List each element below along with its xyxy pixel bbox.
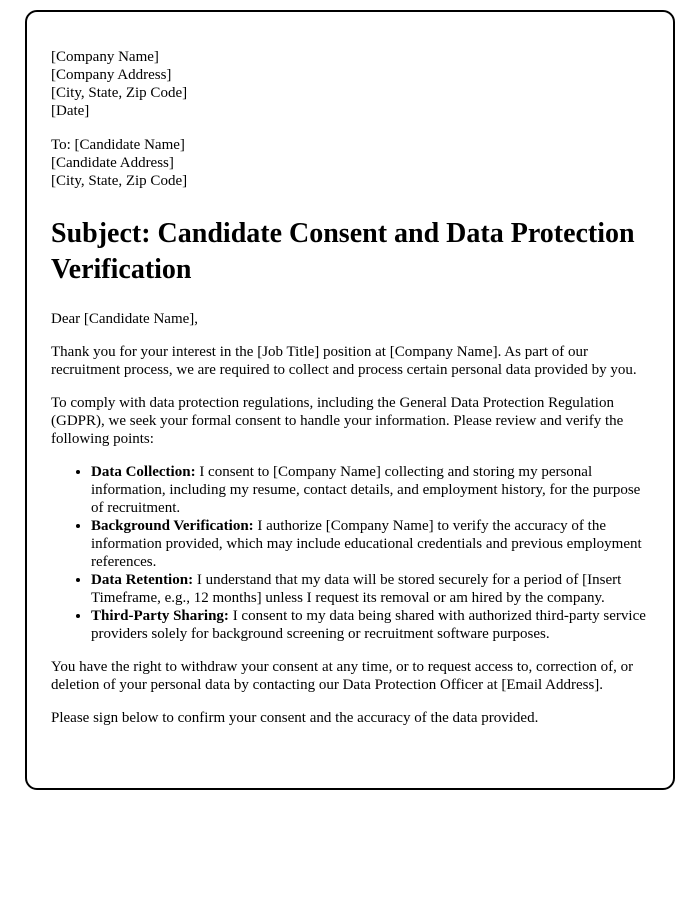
consent-point-label: Data Retention: bbox=[91, 571, 194, 588]
consent-point-third-party-sharing bbox=[91, 607, 649, 643]
paragraph-gdpr: To comply with data protection regulations, including the General Data Protection Regulation (GDPR), we seek your formal consent to handle your information. Please review and verify the following points: bbox=[51, 394, 624, 447]
consent-point-label: Background Verification: bbox=[91, 517, 254, 534]
recipient-address: [Candidate Address] bbox=[51, 155, 174, 171]
consent-point-background-verification bbox=[91, 517, 649, 571]
recipient-block bbox=[51, 136, 649, 190]
consent-point-label: Third-Party Sharing: bbox=[91, 607, 229, 624]
paragraph-intro: Thank you for your interest in the [Job Title] position at [Company Name]. As part of our recruitment process, we are required to collect and process certain personal data provided by you. bbox=[51, 343, 637, 378]
consent-point-text: I understand that my data will be stored securely for a period of [Insert Timeframe, e.g., 12 months] unless I request its removal or am hired by the company. bbox=[91, 571, 622, 606]
paragraph-sign-off: Please sign below to confirm your consent and the accuracy of the data provided. bbox=[51, 709, 539, 726]
consent-point-label: Data Collection: bbox=[91, 463, 196, 480]
letter-page bbox=[25, 10, 675, 790]
salutation: Dear [Candidate Name], bbox=[51, 310, 199, 327]
letter-date: [Date] bbox=[51, 103, 90, 119]
consent-point-text: I authorize [Company Name] to verify the accuracy of the information provided, which may include educational credentials and previous employment references. bbox=[91, 517, 642, 570]
sender-block bbox=[51, 48, 649, 120]
consent-point-text: I consent to my data being shared with authorized third-party service providers solely for background screening or recruitment software purposes. bbox=[91, 607, 646, 642]
consent-list bbox=[51, 463, 649, 643]
paragraph-rights: You have the right to withdraw your consent at any time, or to request access to, correction of, or deletion of your personal data by contacting our Data Protection Officer at [Email Address]. bbox=[51, 658, 634, 693]
recipient-city-state-zip: [City, State, Zip Code] bbox=[51, 173, 188, 189]
sender-company-name: [Company Name] bbox=[51, 49, 159, 65]
consent-point-data-retention bbox=[91, 571, 649, 607]
recipient-name: To: [Candidate Name] bbox=[51, 137, 185, 153]
consent-point-text: I consent to [Company Name] collecting and storing my personal information, including my resume, contact details, and employment history, for the purpose of recruitment. bbox=[91, 463, 641, 516]
sender-city-state-zip: [City, State, Zip Code] bbox=[51, 85, 188, 101]
document-canvas bbox=[0, 10, 700, 910]
consent-point-data-collection bbox=[91, 463, 649, 517]
sender-company-address: [Company Address] bbox=[51, 67, 172, 83]
subject-heading: Subject: Candidate Consent and Data Protection Verification bbox=[51, 218, 635, 285]
